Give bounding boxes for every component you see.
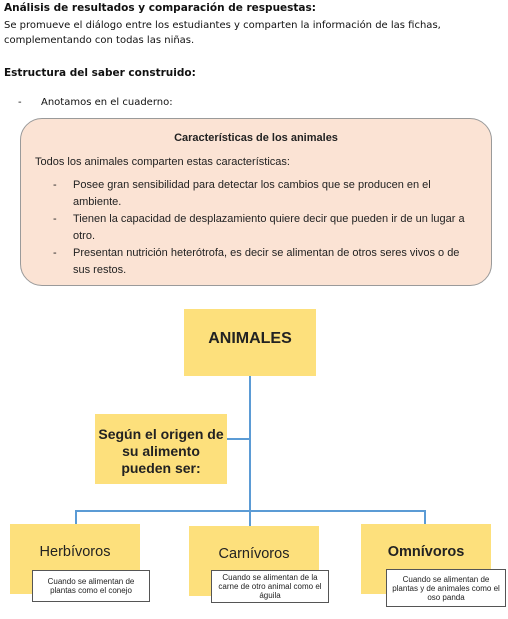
herbivoros-note: [32, 570, 150, 602]
list-item: - Posee gran sensibilidad para detectar los cambios que se producen en el ambiente.: [53, 177, 479, 211]
note-line: carne de otro animal como el: [218, 582, 322, 591]
criterion-line: pueden ser:: [121, 459, 201, 476]
characteristics-card: [20, 118, 492, 286]
section-heading-analysis: Análisis de resultados y comparación de respuestas:: [4, 2, 316, 14]
omnivoros-label: Omnívoros: [387, 544, 465, 560]
connector-criterion: [224, 438, 250, 440]
card-title: Características de los animales: [174, 132, 338, 144]
criterion-line: su alimento: [122, 442, 200, 459]
connector-root-vertical: [249, 376, 251, 511]
connector-carnivoros: [249, 510, 251, 526]
note-line: oso panda: [427, 592, 465, 602]
bullet-dash: -: [18, 97, 22, 108]
section-heading-structure: Estructura del saber construido:: [4, 67, 196, 79]
note-line: plantas y de animales como el: [392, 583, 500, 593]
note-line: plantas como el conejo: [50, 586, 132, 595]
carnivoros-note: [211, 570, 329, 603]
criterion-box: [95, 414, 227, 484]
list-item: - Tienen la capacidad de desplazamiento quiere decir que pueden ir de un lugar a otro.: [53, 211, 479, 245]
card-intro: Todos los animales comparten estas características:: [35, 156, 290, 168]
criterion-line: Según el origen de: [98, 425, 224, 442]
intro-line-2: complementando con todas las niñas.: [4, 35, 195, 46]
note-line: Cuando se alimentan de: [47, 577, 135, 586]
animales-box: [184, 309, 316, 376]
omnivoros-note: [386, 569, 506, 607]
animales-label: ANIMALES: [208, 330, 292, 347]
bullet-notebook: Anotamos en el cuaderno:: [41, 97, 173, 108]
herbivoros-label: Herbívoros: [39, 544, 111, 560]
characteristics-list: [53, 177, 479, 279]
note-line: águila: [259, 591, 281, 600]
note-line: Cuando se alimentan de: [402, 574, 490, 584]
intro-line-1: Se promueve el diálogo entre los estudiantes y comparten la información de las fichas,: [4, 20, 441, 31]
note-line: Cuando se alimentan de la: [222, 573, 318, 582]
list-item: - Presentan nutrición heterótrofa, es decir se alimentan de otros seres vivos o de sus restos.: [53, 245, 479, 279]
carnivoros-label: Carnívoros: [218, 546, 290, 562]
